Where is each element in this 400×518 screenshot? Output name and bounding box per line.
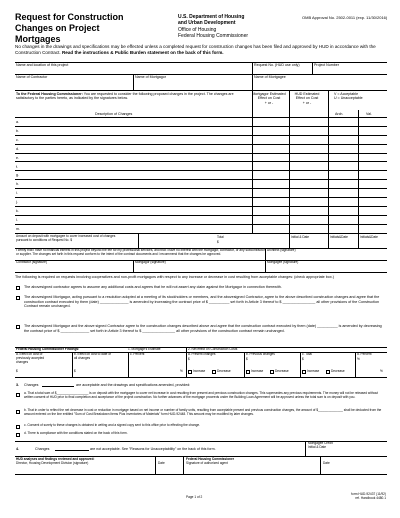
2c-increase-checkbox[interactable]	[302, 370, 306, 374]
project-number-field[interactable]	[314, 66, 386, 73]
description-row-label: a.	[16, 120, 19, 124]
section3-text: are acceptable and the drawings and specifications amended, provided:	[76, 383, 191, 387]
director-signature-label: Director, Housing Development Division (signature)	[16, 461, 89, 465]
description-row[interactable]	[15, 163, 387, 172]
mortgagee-credit-label: Mortgagee Credit	[308, 441, 333, 445]
contractor-name-label: Name of Contractor	[16, 75, 48, 79]
fhc-label: Federal Housing Commissioner	[186, 457, 234, 461]
description-row[interactable]	[15, 207, 387, 216]
certify-text: I certify that I have no financial interest in this project beyond the fee for my professional services, and that I have no interest with the mortgagor, contractor, or any subcontractor or supplier. The changes set forth in this request conform to the intent of the contract documents and I recommend that the changes be approved.	[16, 248, 265, 256]
3c-text: c. Consent of surety to these changes is obtained in writing and a signed copy sent to this office prior to effecting the change.	[24, 423, 201, 427]
contractor-name-field[interactable]	[16, 80, 132, 89]
agency-line-3: Office of Housing	[178, 26, 217, 33]
description-row-label: k.	[16, 209, 19, 213]
mortgagor-signature-field[interactable]	[135, 265, 264, 271]
hud-analyses-label: HUD analyses and findings reviewed and approved:	[16, 457, 95, 461]
section4-initial-date: Initial & Date	[308, 445, 327, 449]
authorized-agent-label: Signature of authorized agent	[186, 461, 228, 465]
findings-2a-dollar: $	[188, 357, 190, 361]
2b-decrease-checkbox[interactable]	[270, 370, 274, 374]
val-header: Val.	[366, 112, 372, 116]
findings-2c-dollar: $	[302, 357, 304, 361]
3a-checkbox[interactable]	[16, 393, 20, 397]
description-row-label: b.	[16, 128, 19, 133]
description-row[interactable]	[15, 127, 387, 136]
mortgagee-signature-field[interactable]	[267, 265, 386, 271]
description-row[interactable]	[15, 154, 387, 163]
director-signature-field[interactable]	[16, 466, 154, 473]
section4-num: 4.	[16, 447, 19, 451]
description-row-label: h.	[16, 182, 19, 187]
findings-2a: a. Present changes	[188, 352, 216, 356]
option1-checkbox[interactable]	[16, 286, 20, 290]
legend-acceptable: V = Acceptable	[334, 92, 359, 96]
description-row-label: j.	[16, 200, 18, 205]
option1-text: The abovesigned contractor agrees to assume any additional costs and agrees that he will not assert any claim against the Mortgagor in connection therewith.	[24, 285, 282, 289]
findings-1a-dollar: $	[16, 369, 18, 373]
2c-decrease-label: Decrease	[331, 369, 345, 373]
description-row-label: g.	[16, 173, 19, 178]
description-row[interactable]	[15, 180, 387, 189]
hud-estimate-header: HUD Estimated Effect on Cost + or -	[294, 92, 320, 105]
findings-1b: b. Effect on cost to date of all changes	[74, 352, 111, 360]
2c-decrease-checkbox[interactable]	[326, 370, 330, 374]
findings-2d-pct: %	[357, 357, 360, 361]
2a-decrease-checkbox[interactable]	[212, 370, 216, 374]
mortgagee-name-label: Name of Mortgagee	[254, 75, 286, 79]
mortgagee-signature-label: Mortgagee (signature)	[267, 260, 299, 264]
total-label: Total	[217, 235, 224, 239]
description-row-label: l.	[16, 217, 18, 222]
request-no-label: Request No. (HUD use only)	[254, 63, 300, 67]
mortgagor-estimate-header: Mortgagor Estimated Effect on Cost + or -	[252, 92, 286, 105]
description-row[interactable]	[15, 216, 387, 225]
findings-2b: b. Previous changes	[246, 352, 275, 356]
architect-signature-field[interactable]	[267, 253, 386, 259]
agency-line-4: Federal Housing Commissioner	[178, 32, 249, 39]
2a-decrease-label: Decrease	[217, 369, 231, 373]
findings-title: Federal Housing Commissioner Findings:	[16, 347, 80, 351]
2b-decrease-label: Decrease	[275, 369, 289, 373]
legend-unacceptable: U = Unacceptable	[334, 96, 363, 101]
description-row[interactable]	[15, 198, 387, 207]
description-row-label: d.	[16, 146, 19, 151]
findings-1c: c. Percent	[130, 352, 145, 356]
initial-date-1: Initial & Date	[291, 235, 310, 239]
findings-col2: 2. Net effect on Construction Costs	[188, 347, 238, 351]
description-row[interactable]	[15, 189, 387, 198]
findings-2d: d. Percent	[357, 352, 372, 356]
option2-checkbox[interactable]	[16, 296, 20, 300]
section4-text: are not acceptable. See "Reasons for Unacceptability" on the back of this form.	[90, 447, 216, 451]
form-title: Request for Construction Changes on Project Mortgages	[15, 12, 124, 44]
arch-header: Arch.	[335, 112, 344, 116]
initial-date-3: Initials&Date	[360, 235, 378, 239]
findings-2d-pct-bottom: %	[380, 369, 383, 373]
intro-paragraph	[15, 44, 387, 55]
3c-checkbox[interactable]	[16, 425, 20, 429]
omb-approval: OMB Approval No. 2502-0011 (exp. 11/30/2016)	[302, 15, 388, 20]
description-header: Description of Changes	[95, 112, 133, 116]
contractor-signature-field[interactable]	[16, 265, 132, 271]
findings-1c-pct: %	[180, 369, 183, 373]
findings-col1: 1. Mortgage's Estimate	[128, 347, 161, 351]
description-row[interactable]	[15, 118, 387, 127]
description-row-label: f.	[16, 164, 18, 169]
2b-increase-label: Increase	[251, 369, 264, 373]
commissioner-text: You are requested to consider the following proposed changes in the project. The changes are satisfactory to the parties hereto, as indicated by the signatures below.	[16, 92, 234, 101]
deposit-label: Amount on deposit with mortgagee to cover increased cost of changes pursuant to conditions of Request No. $	[16, 234, 116, 242]
findings-1a: a. Effect on cost of previously accepted changes	[16, 352, 45, 364]
mortgagor-signature-label: Mortgagor (signature)	[135, 260, 166, 264]
3d-text: d. There is compliance with the conditions stated on the back of this form.	[24, 431, 128, 435]
findings-1b-dollar: $	[74, 369, 76, 373]
project-number-label: Project Number	[314, 63, 339, 67]
description-row[interactable]	[15, 171, 387, 180]
form-number: form HUD-92437 (11/92) ref. Handbook 4480.1	[351, 492, 386, 500]
3b-text: b. That in order to reflect the net decrease in cost or reduction in mortgage based on net income or number of family units, resulting from acceptable present and previous construction changes, the amount of $______________ shall be deducted from the amount entered on the line entitled "Sum of Cost Breakdown Items Plus Inventories of Materials" form HUD-92448. This amount may be modified by later changes.	[24, 408, 382, 416]
description-row-label: c.	[16, 137, 19, 142]
description-row[interactable]	[15, 136, 387, 145]
project-name-field[interactable]	[16, 66, 251, 73]
agency-line-1: U.S. Department of Housing	[178, 14, 245, 20]
contractor-signature-label: Contractor (signature)	[16, 260, 48, 264]
description-row-label: i.	[16, 191, 18, 196]
commissioner-request	[16, 92, 236, 101]
description-row[interactable]	[15, 225, 387, 234]
commissioner-label: To the Federal Housing Commissioner:	[16, 92, 83, 96]
mortgagee-name-field[interactable]	[254, 80, 386, 89]
mortgagor-name-field[interactable]	[135, 80, 251, 89]
agency-line-2: and Urban Development	[178, 20, 236, 27]
intro-instructions: Read the instructions & Public Burden statement on the back of this form.	[61, 49, 224, 55]
section3-changes: Changes	[24, 383, 39, 387]
request-no-field[interactable]	[254, 66, 311, 73]
3b-checkbox[interactable]	[16, 410, 20, 414]
findings-2b-dollar: $	[246, 357, 248, 361]
page-number: Page 1 of 2	[186, 495, 203, 499]
option2-text: The abovesigned Mortgagor, acting pursuant to a resolution adopted at a meeting of its stockholders or members, and the abovesigned Contractor, agree to the above described construction changes and agree that the construction contract executed by them (date) ______________ is amended by increasing the contract price of $ __________ set forth in Article 3 thereof to $ ________________ all other provisions of the Construction Contract remain unchanged.	[24, 295, 380, 309]
agency-block	[178, 14, 278, 39]
total-dollar: $	[217, 240, 219, 244]
description-row-label: e.	[16, 155, 19, 160]
footer-date-label: Date	[323, 461, 330, 465]
date-label: Date	[158, 461, 165, 465]
agent-signature-field[interactable]	[186, 466, 319, 473]
mortgagor-name-label: Name of Mortgagor	[135, 75, 166, 79]
3a-text: a. That a total sum of $__________________ is on deposit with the mortgagee to cover net increase in cost resulting from present and previous construction changes. This supersedes any previous requirements. The money will not be released without written consent of HUD prior to final completion and acceptance of the project construction. No further advances of the mortgage proceeds under the Building Loan Agreement will be approved unless the total sum is on deposit with you.	[24, 391, 379, 399]
option3-checkbox[interactable]	[16, 325, 20, 329]
2c-increase-label: Increase	[307, 369, 320, 373]
architect-signature-label: Architect (signature)	[267, 248, 296, 252]
project-name-location-label: Name and location of this project	[16, 63, 69, 67]
3d-checkbox[interactable]	[16, 433, 20, 437]
section3-num: 3.	[16, 383, 19, 387]
section4-changes: Changes	[35, 447, 50, 451]
2a-increase-label: Increase	[193, 369, 206, 373]
required-text: The following is required on requests involving cooperatives and non-profit mortgagors with respect to any increase or decrease in cost resulting from acceptable changes: (check appropriate box.)	[15, 275, 334, 279]
vu-legend	[334, 92, 363, 101]
description-row-label: m.	[16, 226, 20, 231]
findings-2c: c. Total	[302, 352, 313, 356]
2b-increase-checkbox[interactable]	[246, 370, 250, 374]
2a-increase-checkbox[interactable]	[188, 370, 192, 374]
option3-text: The abovesigned Mortgagor and the above signed Contractor agree to the construction changes described above and agree that the construction contract executed by them (date) __________ is amended by decreasing the contract price of $ ______________ set forth in Article 3 thereof to $ ________________ all other provisions of the construction contract remain unchanged.	[24, 324, 382, 333]
intro-text: No changes in the drawings and specifications may be effected unless a completed request for construction changes has been filed and approved by HUD in accordance with the Construction Contract.	[15, 44, 376, 55]
description-row[interactable]	[15, 145, 387, 154]
initial-date-2: Initials&Date	[330, 235, 348, 239]
